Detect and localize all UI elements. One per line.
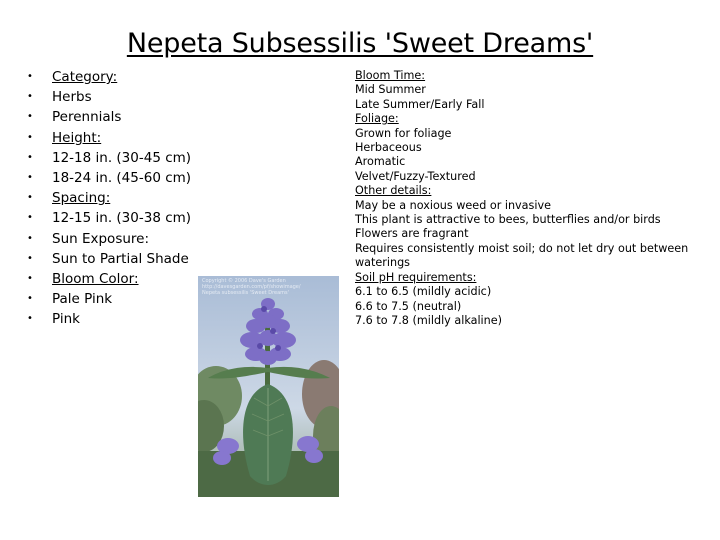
list-heading-bloom-color: • Bloom Color: — [24, 269, 204, 289]
plant-photo — [198, 276, 339, 497]
heading-other-details: Other details: — [355, 184, 432, 198]
detail-line: Grown for foliage — [355, 126, 452, 140]
list-item-sun-exposure: • Sun Exposure: — [24, 229, 204, 249]
detail-line: Herbaceous — [355, 141, 422, 155]
list-heading-height: • Height: — [24, 128, 204, 148]
heading-bloom-time: Bloom Time: — [355, 69, 426, 82]
detail-line: 7.6 to 7.8 (mildly alkaline) — [355, 313, 503, 327]
list-item: • 12-15 in. (30-38 cm) — [24, 208, 204, 228]
list-item: • Perennials — [24, 107, 204, 127]
list-heading-category: • Category: — [24, 67, 204, 87]
heading-foliage: Foliage: — [355, 112, 399, 126]
detail-line: Requires consistently moist soil; do not let dry out between — [355, 241, 689, 255]
list-item: • Pale Pink — [24, 289, 204, 309]
list-heading-spacing: • Spacing: — [24, 188, 204, 208]
slide-title: Nepeta Subsessilis 'Sweet Dreams' — [126, 28, 594, 59]
photo-caption — [202, 278, 336, 296]
plant-attributes-list — [24, 67, 204, 329]
detail-line: waterings — [355, 256, 411, 270]
photo-caption-line: Nepeta subsessilis 'Sweet Dreams' — [202, 290, 290, 296]
heading-soil-ph: Soil pH requirements: — [355, 270, 477, 284]
list-item: • Pink — [24, 309, 204, 329]
list-item: • 12-18 in. (30-45 cm) — [24, 148, 204, 168]
plant-details-text — [355, 69, 705, 328]
photo-caption-line: Copyright © 2006 Dave's Garden — [202, 278, 286, 284]
detail-line: 6.6 to 7.5 (neutral) — [355, 299, 462, 313]
detail-line: Mid Summer — [355, 83, 426, 97]
list-item: • 18-24 in. (45-60 cm) — [24, 168, 204, 188]
photo-caption-line: http://davesgarden.com/pf/showimage/ — [202, 284, 301, 290]
list-item: • Sun to Partial Shade — [24, 249, 204, 269]
list-item: • Herbs — [24, 87, 204, 107]
detail-line: Late Summer/Early Fall — [355, 97, 485, 111]
detail-line: 6.1 to 6.5 (mildly acidic) — [355, 285, 492, 299]
detail-line: May be a noxious weed or invasive — [355, 198, 551, 212]
detail-line: Velvet/Fuzzy-Textured — [355, 169, 476, 183]
detail-line: Flowers are fragrant — [355, 227, 469, 241]
detail-line: This plant is attractive to bees, butterflies and/or birds — [355, 213, 661, 227]
plant-photo-image — [198, 276, 339, 497]
detail-line: Aromatic — [355, 155, 406, 169]
